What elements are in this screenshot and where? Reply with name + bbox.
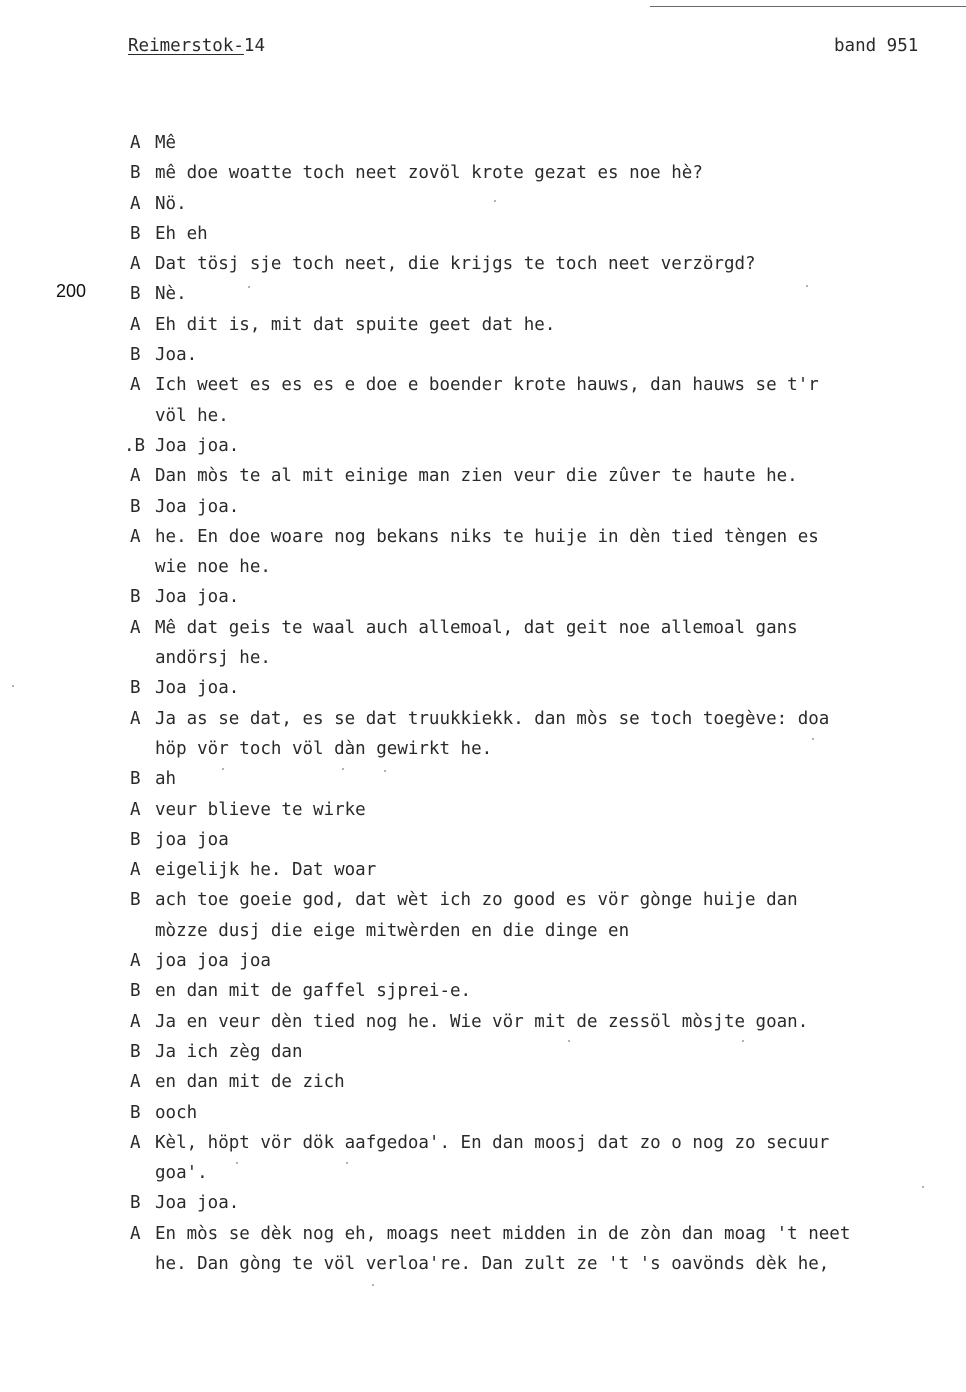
transcript-line	[130, 310, 966, 340]
speaker-label: A	[130, 254, 141, 275]
speaker-label: A	[130, 799, 141, 820]
speaker-label: B	[130, 223, 141, 244]
speaker-label: A	[130, 1011, 141, 1032]
utterance-text: Ich weet es es es e doe e boender krote hauws, dan hauws se t'r	[155, 375, 819, 396]
utterance-continuation: mòzze dusj die eige mitwèrden en die dinge en	[155, 920, 630, 941]
utterance-text: mê doe woatte toch neet zovöl krote gezat es noe hè?	[155, 163, 703, 184]
transcript-line	[124, 431, 966, 461]
transcript-line	[130, 1007, 966, 1037]
speaker-label: B	[130, 829, 141, 850]
line-number-marker: 200	[56, 281, 87, 301]
transcript-line	[130, 582, 966, 612]
utterance-text: he. En doe woare nog bekans niks te huije in dèn tied tèngen es	[155, 526, 819, 547]
utterance-text: veur blieve te wirke	[155, 799, 366, 820]
document-id	[128, 36, 265, 56]
utterance-text: Eh dit is, mit dat spuite geet dat he.	[155, 314, 556, 335]
top-rule	[650, 6, 966, 7]
speaker-label: A	[130, 708, 141, 729]
speaker-label: A	[130, 466, 141, 487]
speaker-label: B	[130, 587, 141, 608]
speaker-label: A	[130, 314, 141, 335]
band-number: band 951	[834, 36, 919, 56]
utterance-text: ach toe goeie god, dat wèt ich zo good es vör gònge huije dan	[155, 890, 798, 911]
scan-speck	[806, 285, 808, 287]
document-id-number: 14	[243, 36, 265, 56]
speaker-label: A	[130, 133, 141, 153]
scan-speck	[568, 1040, 570, 1042]
transcript-line	[130, 370, 966, 400]
utterance-text: ooch	[155, 1102, 198, 1123]
transcript-line	[130, 552, 966, 582]
transcript-line	[130, 1067, 966, 1097]
utterance-text: joa joa	[155, 829, 229, 850]
utterance-continuation: wie noe he.	[155, 557, 271, 578]
transcript-line	[130, 825, 966, 855]
transcript-line	[130, 340, 966, 370]
transcript-line	[130, 704, 966, 734]
utterance-text: Joa joa.	[155, 496, 240, 517]
scan-speck	[922, 1186, 924, 1188]
utterance-continuation: höp vör toch völ dàn gewirkt he.	[155, 738, 493, 759]
transcript-line	[130, 1188, 966, 1218]
utterance-continuation: goa'.	[155, 1163, 208, 1184]
utterance-text: En mòs se dèk nog eh, moags neet midden in de zòn dan moag 't neet	[155, 1223, 851, 1244]
transcript-line	[130, 855, 966, 885]
transcript-line	[130, 885, 966, 915]
speaker-label: A	[130, 617, 141, 638]
utterance-text: Nè.	[155, 284, 187, 305]
speaker-label: B	[130, 1102, 141, 1123]
transcript-line	[130, 128, 966, 158]
transcript-line	[130, 522, 966, 552]
speaker-label: A	[130, 1223, 141, 1244]
utterance-continuation: andörsj he.	[155, 648, 271, 669]
speaker-label: B	[130, 163, 141, 184]
utterance-text: Joa joa.	[155, 1193, 240, 1214]
speaker-label: A	[130, 526, 141, 547]
transcript-line	[130, 158, 966, 188]
utterance-text: en dan mit de gaffel sjprei-e.	[155, 981, 472, 1002]
transcript-line	[130, 249, 966, 279]
speaker-label: A	[130, 951, 141, 972]
transcript-line	[130, 1249, 966, 1279]
speaker-label: B	[130, 1041, 141, 1062]
utterance-text: Mê dat geis te waal auch allemoal, dat geit noe allemoal gans	[155, 617, 798, 638]
scan-speck	[342, 768, 344, 770]
transcript-line	[130, 764, 966, 794]
utterance-text: Dan mòs te al mit einige man zien veur die zûver te haute he.	[155, 466, 798, 487]
transcript-line	[130, 1098, 966, 1128]
utterance-text: joa joa joa	[155, 951, 271, 972]
speaker-label: B	[130, 496, 141, 517]
utterance-text: Nö.	[155, 193, 187, 214]
transcript-line	[130, 279, 966, 309]
transcript-line	[130, 643, 966, 673]
utterance-text: Joa.	[155, 345, 198, 366]
utterance-text: Mê	[155, 133, 177, 153]
transcript-line	[130, 1219, 966, 1249]
utterance-text: Joa joa.	[155, 435, 240, 456]
transcript-line	[130, 492, 966, 522]
transcript-line	[130, 1128, 966, 1158]
scan-speck	[248, 286, 250, 288]
utterance-text: Ja as se dat, es se dat truukkiekk. dan mòs se toch toegève: doa	[155, 708, 830, 729]
speaker-label: A	[130, 193, 141, 214]
speaker-label: B	[130, 678, 141, 699]
scan-speck	[222, 768, 224, 770]
speaker-label: B	[130, 1193, 141, 1214]
utterance-text: Joa joa.	[155, 678, 240, 699]
utterance-text: eigelijk he. Dat woar	[155, 860, 377, 881]
scan-speck	[742, 1040, 744, 1042]
scan-speck	[812, 738, 814, 740]
transcript-line	[130, 401, 966, 431]
speaker-label: B	[130, 981, 141, 1002]
speaker-label: .B	[124, 435, 146, 456]
speaker-label: B	[130, 890, 141, 911]
utterance-text: Ja en veur dèn tied nog he. Wie vör mit de zessöl mòsjte goan.	[155, 1011, 809, 1032]
transcript	[124, 128, 966, 1279]
scan-speck	[384, 770, 386, 772]
utterance-text: Dat tösj sje toch neet, die krijgs te toch neet verzörgd?	[155, 254, 756, 275]
speaker-label: A	[130, 860, 141, 881]
utterance-text: Eh eh	[155, 223, 208, 244]
speaker-label: B	[130, 769, 141, 790]
scan-speck	[12, 685, 14, 687]
transcript-line	[130, 1037, 966, 1067]
scan-speck	[346, 1162, 348, 1164]
transcript-line	[130, 1158, 966, 1188]
transcript-line	[130, 976, 966, 1006]
scan-speck	[372, 1284, 374, 1286]
transcript-line	[130, 613, 966, 643]
utterance-text: Kèl, höpt vör dök aafgedoa'. En dan moosj dat zo o nog zo secuur	[155, 1132, 830, 1153]
document-id-name: Reimerstok-	[128, 36, 244, 56]
scan-speck	[494, 200, 496, 202]
utterance-text: en dan mit de zich	[155, 1072, 345, 1093]
utterance-text: Ja ich zèg dan	[155, 1041, 303, 1062]
transcript-line	[130, 795, 966, 825]
transcript-line	[130, 673, 966, 703]
transcript-line	[130, 946, 966, 976]
speaker-label: B	[130, 345, 141, 366]
scan-speck	[236, 1162, 238, 1164]
transcript-line	[130, 461, 966, 491]
speaker-label: A	[130, 375, 141, 396]
transcript-line	[130, 189, 966, 219]
transcript-line	[130, 916, 966, 946]
speaker-label: A	[130, 1072, 141, 1093]
speaker-label: B	[130, 284, 141, 305]
transcript-line	[130, 219, 966, 249]
utterance-continuation: völ he.	[155, 405, 229, 426]
utterance-text: Joa joa.	[155, 587, 240, 608]
speaker-label: A	[130, 1132, 141, 1153]
utterance-text: ah	[155, 769, 177, 790]
transcript-line	[130, 734, 966, 764]
utterance-continuation: he. Dan gòng te völ verloa're. Dan zult ze 't 's oavönds dèk he,	[155, 1253, 830, 1274]
